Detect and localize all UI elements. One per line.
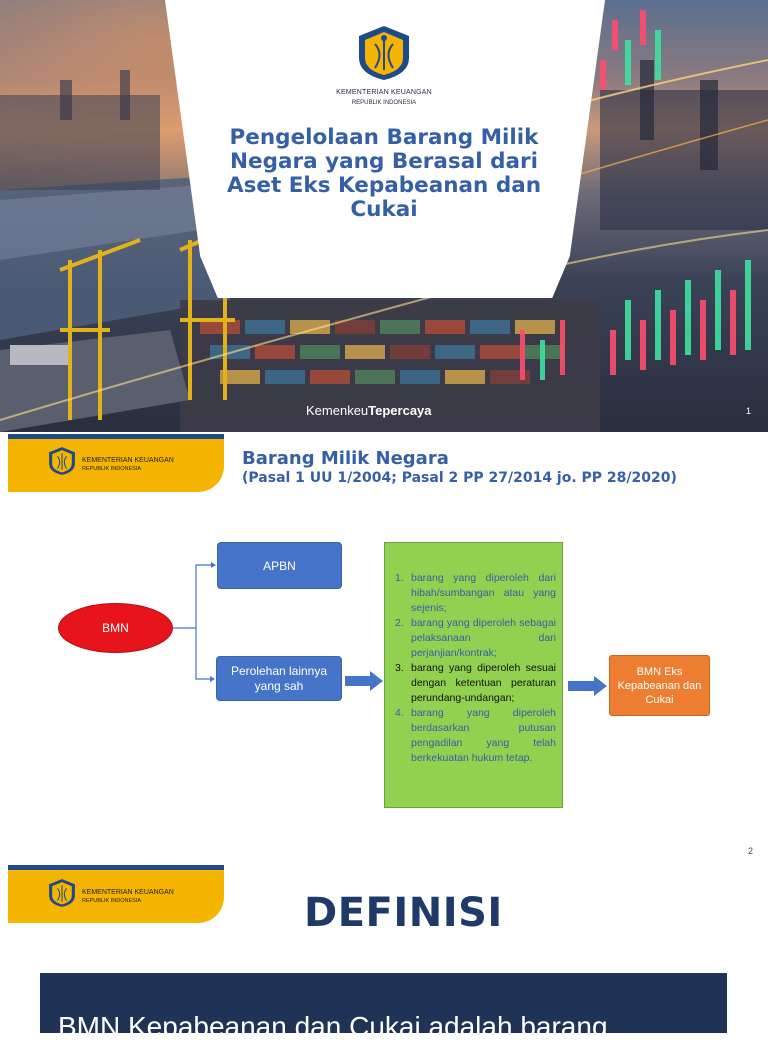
- list-item: 2. barang yang diperoleh sebagai pelaksanaan dari perjanjian/kontrak;: [395, 617, 556, 659]
- page-number: 2: [748, 846, 754, 856]
- kemenkeu-emblem-icon: [353, 24, 415, 82]
- bmn-eks-node: BMN Eks Kepabeanan dan Cukai: [609, 655, 710, 716]
- header-org: [82, 456, 174, 473]
- apbn-node: APBN: [217, 542, 342, 589]
- list-item: 3. barang yang diperoleh sesuai dengan ketentuan peraturan perundang-undangan;: [395, 662, 556, 704]
- header-org-sub: REPUBLIK INDONESIA: [82, 898, 141, 904]
- bmn-node: BMN: [58, 603, 173, 653]
- org-name: KEMENTERIAN KEUANGAN: [336, 89, 432, 96]
- org-name-block: [310, 88, 458, 108]
- slide-title: DEFINISI: [304, 890, 503, 936]
- list-item: 1. barang yang diperoleh dari hibah/sumbangan atau yang sejenis;: [395, 572, 556, 614]
- page-number: 1: [746, 406, 752, 416]
- header-org: [82, 888, 174, 905]
- slide-title: Barang Milik Negara: [242, 448, 449, 469]
- tagline-light: Kemenkeu: [306, 403, 369, 418]
- perolehan-node: Perolehan lainnya yang sah: [216, 656, 342, 701]
- list-item: 4. barang yang diperoleh berdasarkan putusan pengadilan yang telah berkekuatan hukum tetap.: [395, 707, 556, 764]
- tagline-bold: Tepercaya: [368, 403, 432, 418]
- slide-subtitle: (Pasal 1 UU 1/2004; Pasal 2 PP 27/2014 jo. PP 28/2020): [242, 470, 677, 486]
- acquisition-list: [391, 571, 556, 766]
- acquisition-list-box: [384, 542, 563, 808]
- tagline: [306, 403, 432, 418]
- org-subname: REPUBLIK INDONESIA: [351, 100, 417, 106]
- definition-box: [40, 973, 727, 1042]
- kemenkeu-emblem-icon: [46, 446, 78, 476]
- slide-1-cover: [0, 0, 768, 432]
- presentation-title: Pengelolaan Barang Milik Negara yang Berasal dari Aset Eks Kepabeanan dan Cukai: [226, 125, 542, 222]
- definition-text: BMN Kepabeanan dan Cukai adalah barang: [58, 1011, 608, 1042]
- header-org-name: KEMENTERIAN KEUANGAN: [82, 457, 174, 464]
- header-org-sub: REPUBLIK INDONESIA: [82, 466, 141, 472]
- header-org-name: KEMENTERIAN KEUANGAN: [82, 889, 174, 896]
- kemenkeu-emblem-icon: [46, 878, 78, 908]
